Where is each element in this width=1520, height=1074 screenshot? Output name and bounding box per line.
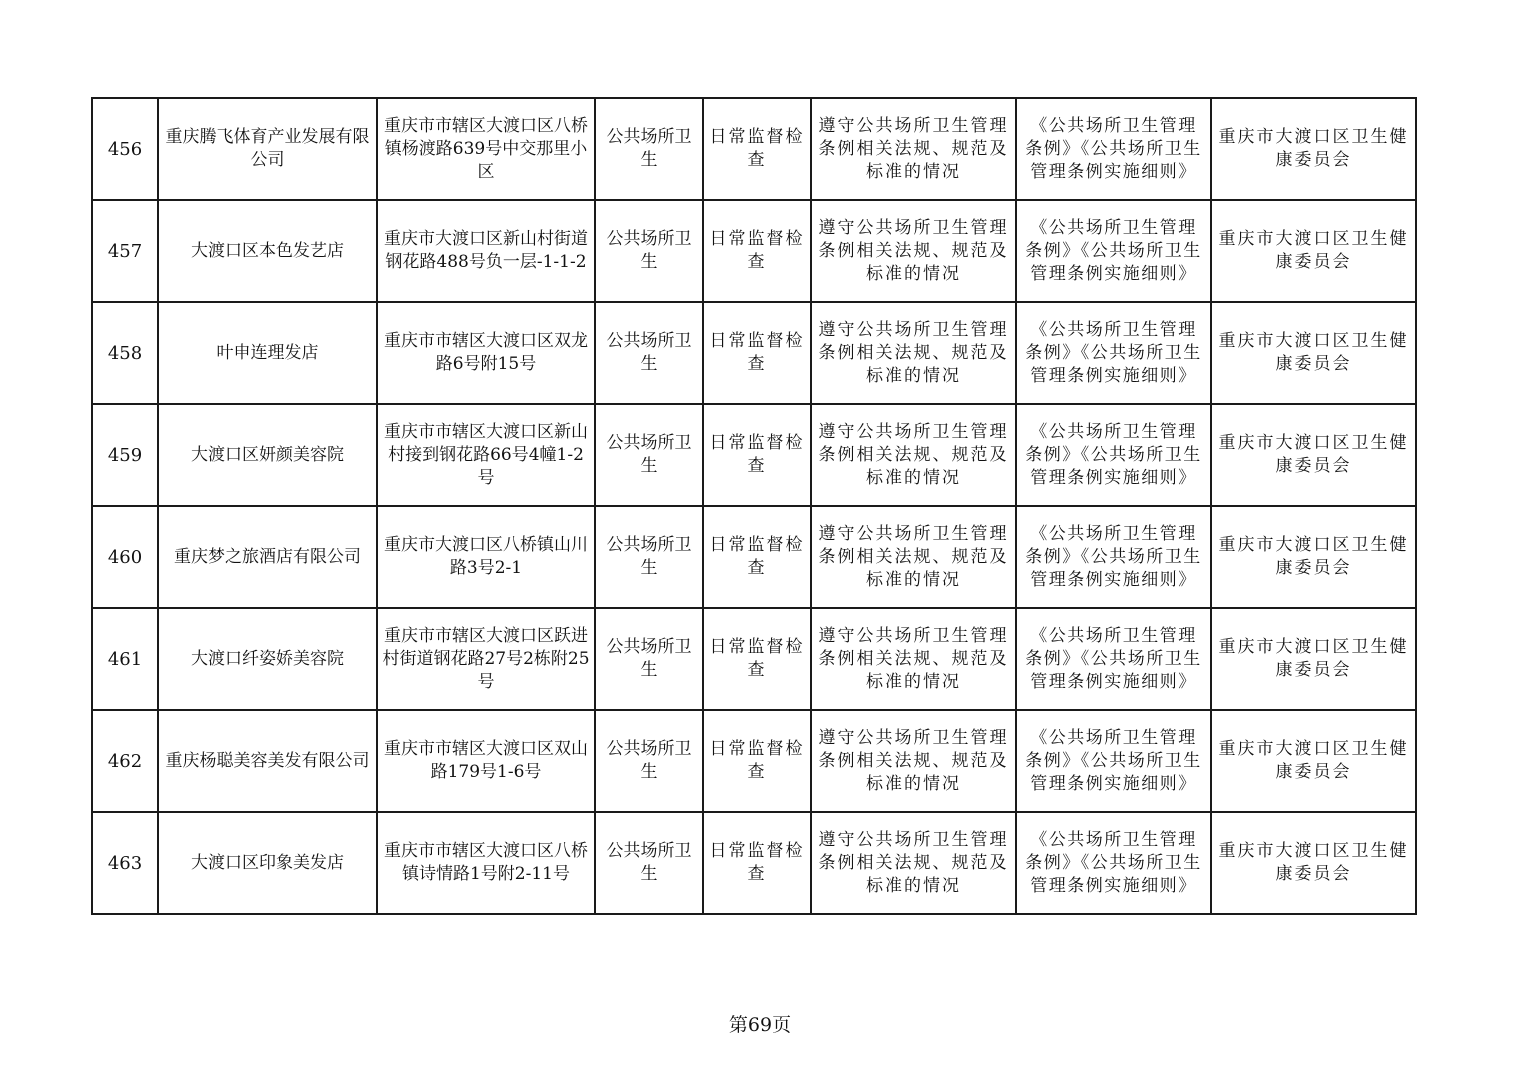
legal-basis: 《公共场所卫生管理条例》《公共场所卫生管理条例实施细则》 bbox=[1016, 710, 1211, 812]
legal-basis: 《公共场所卫生管理条例》《公共场所卫生管理条例实施细则》 bbox=[1016, 608, 1211, 710]
inspection-method: 日常监督检查 bbox=[703, 404, 811, 506]
table-row bbox=[92, 608, 1416, 710]
table-row bbox=[92, 200, 1416, 302]
table-row bbox=[92, 506, 1416, 608]
entity-name: 大渡口区妍颜美容院 bbox=[158, 404, 377, 506]
inspection-category: 公共场所卫生 bbox=[595, 710, 703, 812]
row-number: 459 bbox=[92, 404, 158, 506]
inspection-category: 公共场所卫生 bbox=[595, 302, 703, 404]
legal-basis: 《公共场所卫生管理条例》《公共场所卫生管理条例实施细则》 bbox=[1016, 98, 1211, 200]
page-number: 第69页 bbox=[728, 1014, 792, 1036]
responsible-department: 重庆市大渡口区卫生健康委员会 bbox=[1211, 302, 1416, 404]
responsible-department: 重庆市大渡口区卫生健康委员会 bbox=[1211, 404, 1416, 506]
legal-basis: 《公共场所卫生管理条例》《公共场所卫生管理条例实施细则》 bbox=[1016, 812, 1211, 914]
inspection-method: 日常监督检查 bbox=[703, 608, 811, 710]
entity-name: 大渡口纤姿娇美容院 bbox=[158, 608, 377, 710]
row-number: 456 bbox=[92, 98, 158, 200]
entity-name: 重庆腾飞体育产业发展有限公司 bbox=[158, 98, 377, 200]
inspection-table bbox=[91, 97, 1417, 915]
entity-address: 重庆市市辖区大渡口区八桥镇诗情路1号附2-11号 bbox=[377, 812, 595, 914]
inspection-content: 遵守公共场所卫生管理条例相关法规、规范及标准的情况 bbox=[811, 404, 1016, 506]
inspection-method: 日常监督检查 bbox=[703, 710, 811, 812]
entity-address: 重庆市市辖区大渡口区八桥镇杨渡路639号中交那里小区 bbox=[377, 98, 595, 200]
table-row bbox=[92, 812, 1416, 914]
inspection-content: 遵守公共场所卫生管理条例相关法规、规范及标准的情况 bbox=[811, 710, 1016, 812]
legal-basis: 《公共场所卫生管理条例》《公共场所卫生管理条例实施细则》 bbox=[1016, 506, 1211, 608]
inspection-method: 日常监督检查 bbox=[703, 812, 811, 914]
entity-address: 重庆市市辖区大渡口区跃进村街道钢花路27号2栋附25号 bbox=[377, 608, 595, 710]
entity-name: 大渡口区印象美发店 bbox=[158, 812, 377, 914]
responsible-department: 重庆市大渡口区卫生健康委员会 bbox=[1211, 506, 1416, 608]
inspection-category: 公共场所卫生 bbox=[595, 200, 703, 302]
legal-basis: 《公共场所卫生管理条例》《公共场所卫生管理条例实施细则》 bbox=[1016, 200, 1211, 302]
inspection-category: 公共场所卫生 bbox=[595, 506, 703, 608]
row-number: 458 bbox=[92, 302, 158, 404]
table-row bbox=[92, 404, 1416, 506]
entity-name: 重庆杨聪美容美发有限公司 bbox=[158, 710, 377, 812]
row-number: 457 bbox=[92, 200, 158, 302]
inspection-method: 日常监督检查 bbox=[703, 98, 811, 200]
row-number: 463 bbox=[92, 812, 158, 914]
entity-address: 重庆市市辖区大渡口区双山路179号1-6号 bbox=[377, 710, 595, 812]
inspection-category: 公共场所卫生 bbox=[595, 608, 703, 710]
inspection-category: 公共场所卫生 bbox=[595, 404, 703, 506]
responsible-department: 重庆市大渡口区卫生健康委员会 bbox=[1211, 812, 1416, 914]
entity-address: 重庆市大渡口区八桥镇山川路3号2-1 bbox=[377, 506, 595, 608]
responsible-department: 重庆市大渡口区卫生健康委员会 bbox=[1211, 200, 1416, 302]
table-row bbox=[92, 98, 1416, 200]
responsible-department: 重庆市大渡口区卫生健康委员会 bbox=[1211, 710, 1416, 812]
entity-name: 叶申连理发店 bbox=[158, 302, 377, 404]
table-row bbox=[92, 302, 1416, 404]
entity-name: 重庆梦之旅酒店有限公司 bbox=[158, 506, 377, 608]
inspection-method: 日常监督检查 bbox=[703, 302, 811, 404]
row-number: 461 bbox=[92, 608, 158, 710]
inspection-category: 公共场所卫生 bbox=[595, 98, 703, 200]
row-number: 460 bbox=[92, 506, 158, 608]
inspection-method: 日常监督检查 bbox=[703, 506, 811, 608]
inspection-content: 遵守公共场所卫生管理条例相关法规、规范及标准的情况 bbox=[811, 812, 1016, 914]
table-row bbox=[92, 710, 1416, 812]
entity-name: 大渡口区本色发艺店 bbox=[158, 200, 377, 302]
entity-address: 重庆市市辖区大渡口区新山村接到钢花路66号4幢1-2号 bbox=[377, 404, 595, 506]
responsible-department: 重庆市大渡口区卫生健康委员会 bbox=[1211, 98, 1416, 200]
legal-basis: 《公共场所卫生管理条例》《公共场所卫生管理条例实施细则》 bbox=[1016, 404, 1211, 506]
entity-address: 重庆市市辖区大渡口区双龙路6号附15号 bbox=[377, 302, 595, 404]
inspection-content: 遵守公共场所卫生管理条例相关法规、规范及标准的情况 bbox=[811, 608, 1016, 710]
inspection-content: 遵守公共场所卫生管理条例相关法规、规范及标准的情况 bbox=[811, 506, 1016, 608]
legal-basis: 《公共场所卫生管理条例》《公共场所卫生管理条例实施细则》 bbox=[1016, 302, 1211, 404]
row-number: 462 bbox=[92, 710, 158, 812]
inspection-content: 遵守公共场所卫生管理条例相关法规、规范及标准的情况 bbox=[811, 302, 1016, 404]
entity-address: 重庆市大渡口区新山村街道钢花路488号负一层-1-1-2 bbox=[377, 200, 595, 302]
inspection-category: 公共场所卫生 bbox=[595, 812, 703, 914]
responsible-department: 重庆市大渡口区卫生健康委员会 bbox=[1211, 608, 1416, 710]
inspection-content: 遵守公共场所卫生管理条例相关法规、规范及标准的情况 bbox=[811, 200, 1016, 302]
inspection-content: 遵守公共场所卫生管理条例相关法规、规范及标准的情况 bbox=[811, 98, 1016, 200]
inspection-method: 日常监督检查 bbox=[703, 200, 811, 302]
